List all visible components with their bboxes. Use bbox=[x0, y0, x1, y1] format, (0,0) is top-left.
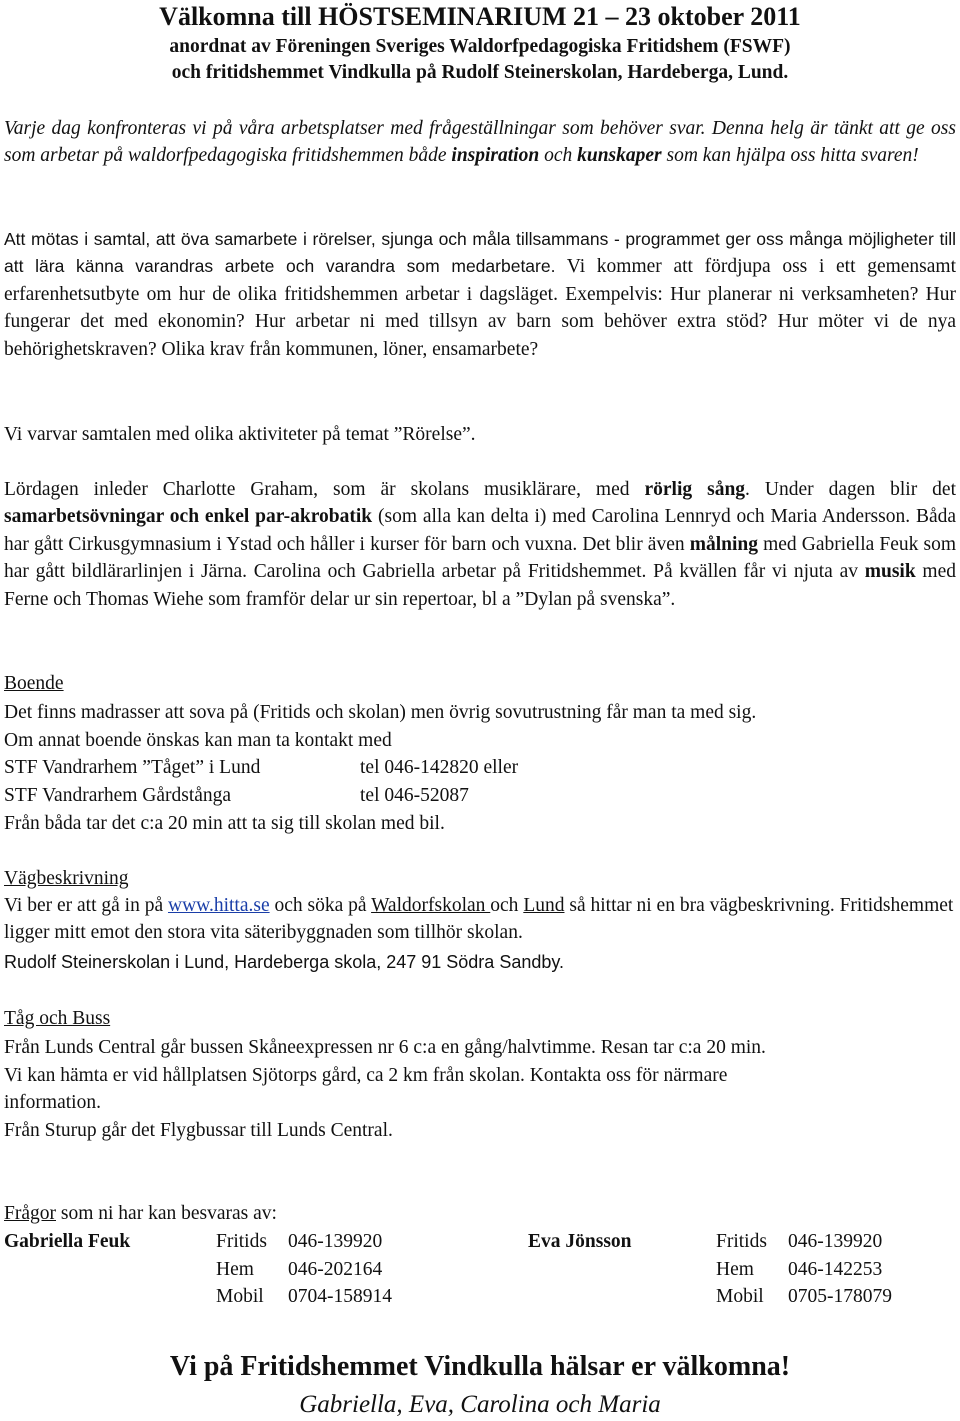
intro-text-2: och bbox=[539, 145, 578, 167]
transport-line-2: Vi kan hämta er vid hållplatsen Sjötorps gård, ca 2 km från skolan. Kontakta oss för närmare bbox=[4, 1065, 728, 1086]
program-paragraph bbox=[4, 226, 956, 363]
intro-bold-kunskaper: kunskaper bbox=[577, 145, 662, 167]
directions-heading: Vägbeskrivning bbox=[4, 868, 129, 889]
location-line: och fritidshemmet Vindkulla på Rudolf Steinerskolan, Hardeberga, Lund. bbox=[171, 62, 789, 83]
boende-line-1: Det finns madrasser att sova på (Fritids och skolan) men övrig sovutrustning får man ta med sig. bbox=[4, 702, 757, 723]
contacts-intro bbox=[4, 1200, 277, 1227]
activities-text-3: (som alla kan delta i) med Carolina Lennryd och Maria Andersson. Båda har gått Cirkusgymnasium i Ystad och håller i kurser för barn och vuxna. Det blir även bbox=[4, 506, 957, 555]
contact-name: Eva Jönsson bbox=[528, 1231, 632, 1252]
boende-line-3: Från båda tar det c:a 20 min att ta sig till skolan med bil. bbox=[4, 813, 445, 834]
contact-label: Mobil bbox=[216, 1286, 264, 1307]
activities-bold-4: musik bbox=[864, 561, 916, 583]
activities-paragraph bbox=[4, 476, 956, 613]
transport-line-1: Från Lunds Central går bussen Skåneexpressen nr 6 c:a en gång/halvtimme. Resan tar c:a 20 min. bbox=[4, 1037, 766, 1058]
directions-paragraph bbox=[4, 892, 956, 947]
contacts-intro-fragor: Frågor bbox=[4, 1203, 56, 1224]
hitta-link[interactable]: www.hitta.se bbox=[167, 895, 270, 916]
contact-label: Mobil bbox=[716, 1286, 764, 1307]
signature: Gabriella, Eva, Carolina och Maria bbox=[299, 1391, 661, 1418]
activities-text-2: . Under dagen blir det bbox=[745, 479, 956, 500]
directions-text-2: och söka på bbox=[269, 895, 372, 916]
intro-text-3: som kan hjälpa oss hitta svaren! bbox=[661, 145, 919, 167]
activities-bold-2: samarbetsövningar och enkel par-akrobatik bbox=[4, 506, 373, 528]
contact-number: 0705-178079 bbox=[788, 1286, 892, 1307]
contact-label: Fritids bbox=[716, 1231, 767, 1252]
activities-text-5: med Ferne och Thomas Wiehe som framför delar ur sin repertoar, bl a ”Dylan på svenska”. bbox=[4, 561, 957, 610]
directions-text-4: så hittar ni en bra vägbeskrivning. Fritidshemmet ligger mitt emot den stora vita säteribyggnaden som tillhör skolan. bbox=[4, 895, 954, 944]
activities-text-1: Lördagen inleder Charlotte Graham, som är skolans musiklärare, med bbox=[4, 479, 645, 500]
contact-number: 046-202164 bbox=[288, 1259, 383, 1280]
contact-name: Gabriella Feuk bbox=[4, 1231, 131, 1252]
theme-paragraph: Vi varvar samtalen med olika aktiviteter på temat ”Rörelse”. bbox=[4, 424, 476, 445]
closing-greeting: Vi på Fritidshemmet Vindkulla hälsar er välkomna! bbox=[169, 1351, 791, 1382]
directions-text-1: Vi ber er att gå in på bbox=[4, 895, 168, 916]
contact-number: 046-139920 bbox=[288, 1231, 383, 1252]
school-address: Rudolf Steinerskolan i Lund, Hardeberga skola, 247 91 Södra Sandby. bbox=[4, 952, 565, 972]
contact-label: Hem bbox=[716, 1259, 754, 1280]
activities-text-4: med Gabriella Feuk som har gått bildlärarlinjen i Järna. Carolina och Gabriella arbetar på Fritidshemmet. På kvällen får vi njuta av bbox=[4, 533, 956, 583]
activities-bold-3: målning bbox=[689, 533, 758, 555]
contact-label: Fritids bbox=[216, 1231, 267, 1252]
boende-heading: Boende bbox=[4, 673, 64, 694]
activities-bold-1: rörlig sång bbox=[644, 479, 746, 500]
program-text-2: Vi kommer att fördjupa oss i ett gemensamt erfarenhetsutbyte om hur de olika fritidshemmen arbetar i dagsläget. Exempelvis: Hur planerar ni verksamheten? Hur fungerar det med ekonomin? Hur arbetar ni med tillsyn av barn som behöver extra stöd? Hur möter vi de nya behörighetskraven? Olika krav från kommunen, löner, ensamarbete? bbox=[4, 256, 956, 360]
hostel-1-name: STF Vandrarhem ”Tåget” i Lund bbox=[4, 757, 261, 778]
directions-text-3: och bbox=[490, 895, 524, 916]
intro-paragraph bbox=[4, 115, 956, 170]
transport-heading: Tåg och Buss bbox=[4, 1008, 111, 1029]
search-term-waldorfskolan: Waldorfskolan bbox=[371, 895, 491, 916]
contact-number: 0704-158914 bbox=[288, 1286, 392, 1307]
page-title: Välkomna till HÖSTSEMINARIUM 21 – 23 oktober 2011 bbox=[159, 2, 801, 31]
boende-line-2: Om annat boende önskas kan man ta kontakt med bbox=[4, 730, 392, 751]
contacts-intro-rest: som ni har kan besvaras av: bbox=[56, 1203, 277, 1224]
program-text-1: Att mötas i samtal, att öva samarbete i rörelser, sjunga och måla tillsammans - programmet ger oss många möjligheter till att lära känna varandras arbete och varandra som medarbetare. bbox=[4, 229, 956, 277]
intro-text-1: Varje dag konfronteras vi på våra arbetsplatser med frågeställningar som behöver svar. Denna helg är tänkt att ge oss som arbetar på waldorfpedagogiska fritidshemmen både bbox=[4, 118, 956, 167]
transport-line-3: information. bbox=[4, 1092, 101, 1113]
hostel-2-tel: tel 046-52087 bbox=[360, 785, 469, 806]
intro-bold-inspiration: inspiration bbox=[451, 145, 540, 167]
hostel-1-tel: tel 046-142820 eller bbox=[360, 757, 519, 778]
contact-label: Hem bbox=[216, 1259, 254, 1280]
transport-line-4: Från Sturup går det Flygbussar till Lunds Central. bbox=[4, 1120, 393, 1141]
contact-number: 046-139920 bbox=[788, 1231, 883, 1252]
contact-number: 046-142253 bbox=[788, 1259, 883, 1280]
search-term-lund: Lund bbox=[523, 895, 565, 916]
hostel-2-name: STF Vandrarhem Gårdstånga bbox=[4, 785, 232, 806]
organizer-line: anordnat av Föreningen Sveriges Waldorfpedagogiska Fritidshem (FSWF) bbox=[169, 36, 791, 57]
